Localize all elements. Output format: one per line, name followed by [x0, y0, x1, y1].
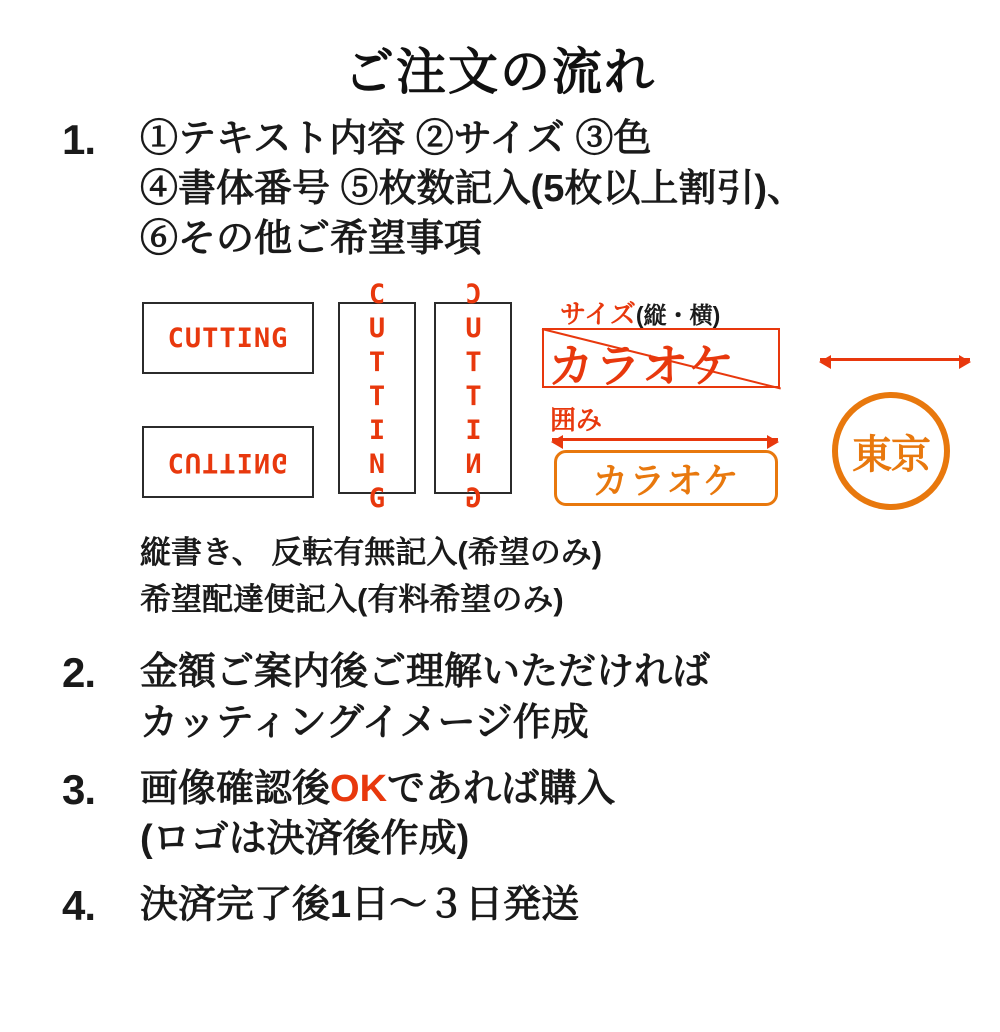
sample-diagram [0, 280, 1000, 530]
step-1-number: 1. [62, 116, 96, 163]
step-4 [62, 880, 1000, 933]
step-2-line-2: カッティングイメージ作成 [140, 701, 589, 744]
step-2-line-1: 金額ご案内後ご理解いただければ [140, 651, 711, 694]
sample-box-vertical-flipped-text: CUTTING [457, 279, 489, 518]
caption-2: 希望配達便記入(有料希望のみ) [140, 581, 564, 617]
step-1-line-3: ⑥その他ご希望事項 [140, 218, 483, 261]
step-4-line-1: 決済完了後1日〜３日発送 [140, 884, 580, 927]
width-arrow [820, 358, 970, 361]
kakomi-sample-box [554, 450, 778, 506]
step-1 [62, 114, 1000, 264]
step-1-line-1: ①テキスト内容 ②サイズ ③色 [140, 118, 652, 160]
sample-box-horizontal-text: CUTTING [167, 322, 289, 354]
kakomi-arrow [552, 438, 778, 441]
step-1-line-2: ④書体番号 ⑤枚数記入(5枚以上割引)、 [140, 168, 806, 211]
kakomi-sample-text: カラオケ [592, 459, 740, 501]
size-label-main: サイズ [560, 299, 636, 330]
size-label [560, 294, 720, 331]
step-2 [62, 647, 1000, 747]
step-3-number: 3. [62, 765, 96, 813]
step-3-line-2: (ロゴは決済後作成) [140, 817, 470, 860]
step-3-line-1-post: であれば購入 [387, 767, 616, 810]
sample-box-vertical-text: CUTTING [361, 279, 393, 518]
kakomi-label: 囲み [550, 405, 603, 436]
caption-1: 縦書き、 反転有無記入(希望のみ) [140, 535, 603, 571]
step-2-body [140, 647, 710, 747]
page-title: ご注文の流れ [344, 44, 656, 100]
order-flow-page [0, 32, 1000, 1032]
circle-stamp-sample [832, 392, 950, 510]
size-label-sub: (縦・横) [635, 302, 721, 329]
step-3-line-1-pre: 画像確認後 [140, 767, 331, 810]
step-3-ok-accent: OK [330, 767, 388, 810]
step-2-number: 2. [62, 649, 96, 697]
sample-box-horizontal [142, 302, 314, 374]
step-3-body [140, 764, 615, 864]
sample-box-horizontal-flipped-text: CUTTING [167, 446, 289, 478]
step-4-number: 4. [62, 882, 96, 930]
sample-box-horizontal-flipped [142, 426, 314, 498]
step-3 [62, 764, 1000, 864]
step-4-body [140, 880, 579, 930]
step-3-line-1 [140, 764, 615, 814]
sample-box-vertical-flipped [434, 279, 512, 518]
size-sample-text: カラオケ [548, 340, 736, 393]
step-1-body [140, 114, 805, 264]
sample-box-vertical [338, 279, 416, 518]
circle-stamp-text: 東京 [852, 432, 930, 477]
